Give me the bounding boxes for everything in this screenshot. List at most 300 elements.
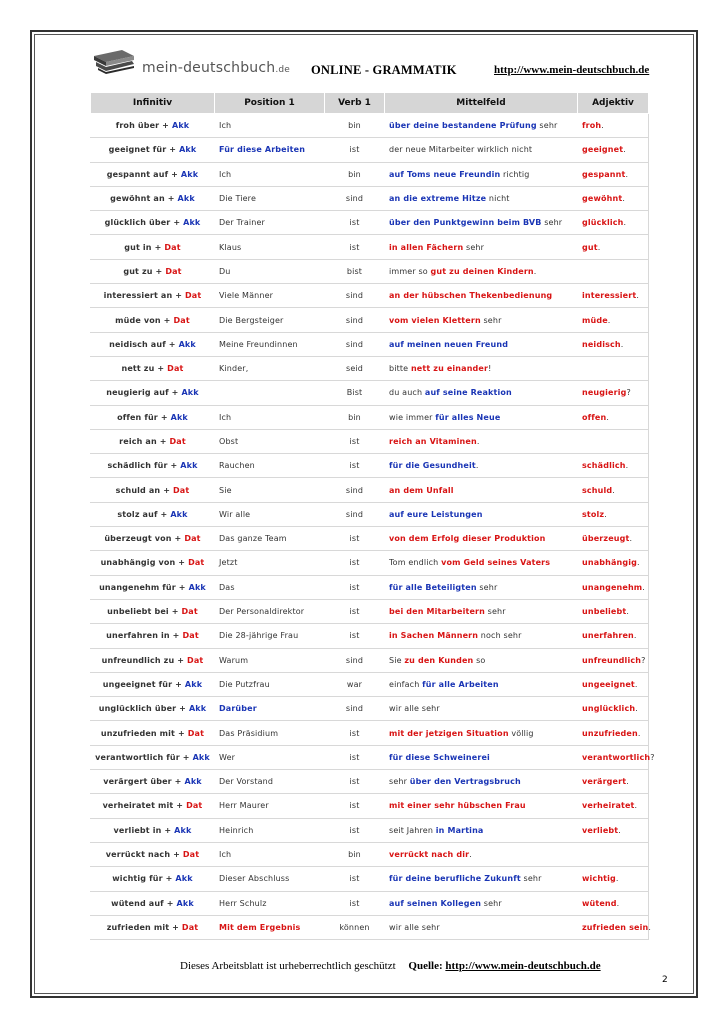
text-segment: .: [636, 291, 640, 301]
text-segment: sehr: [536, 121, 558, 131]
text-segment: Das: [219, 582, 235, 592]
position-1-cell: [215, 211, 325, 235]
text-segment: unbeliebt bei +: [107, 607, 182, 617]
text-segment: immer so: [389, 266, 431, 276]
table-row: [91, 356, 649, 380]
infinitiv-cell: [91, 138, 215, 162]
book-stack-icon: [92, 48, 136, 74]
mittelfeld-cell: [385, 575, 578, 599]
mittelfeld-cell: [385, 672, 578, 696]
adjektiv-cell: [578, 284, 649, 308]
verb-1-cell: sind: [325, 332, 385, 356]
mittelfeld-cell: [385, 186, 578, 210]
infinitiv-cell: [91, 502, 215, 526]
text-segment: Ich: [219, 412, 232, 422]
text-segment: Akk: [175, 874, 193, 884]
position-1-cell: [215, 842, 325, 866]
text-segment: du auch: [389, 388, 425, 398]
text-segment: Herr Maurer: [219, 801, 269, 811]
text-segment: Der Personaldirektor: [219, 607, 305, 617]
text-segment: Dat: [165, 266, 182, 276]
text-segment: müde: [582, 315, 608, 325]
mittelfeld-cell: [385, 429, 578, 453]
text-segment: .: [629, 534, 633, 544]
adjektiv-cell: [578, 114, 649, 138]
text-segment: verliebt: [582, 825, 619, 835]
mittelfeld-cell: [385, 770, 578, 794]
verb-1-cell: sind: [325, 648, 385, 672]
verb-1-cell: ist: [325, 211, 385, 235]
text-segment: unangenehm: [582, 582, 643, 592]
text-segment: so: [473, 655, 486, 665]
table-row: [91, 138, 649, 162]
text-segment: gewöhnt: [582, 194, 623, 204]
infinitiv-cell: [91, 308, 215, 332]
text-segment: wichtig: [582, 874, 616, 884]
text-segment: verliebt in +: [113, 825, 175, 835]
text-segment: neidisch: [582, 339, 621, 349]
text-segment: Für diese Arbeiten: [219, 145, 306, 155]
text-segment: .: [601, 121, 604, 131]
adjektiv-cell: [578, 842, 649, 866]
text-segment: Die Putzfrau: [219, 679, 270, 689]
page-number: 2: [662, 975, 668, 985]
adjektiv-cell: [578, 867, 649, 891]
text-segment: reich an +: [119, 437, 170, 446]
text-segment: sehr: [476, 582, 498, 592]
text-segment: nett zu einander: [410, 364, 489, 374]
position-1-cell: [215, 672, 325, 696]
text-segment: Akk: [178, 339, 196, 349]
table-row: [91, 259, 649, 283]
position-1-cell: [215, 818, 325, 842]
text-segment: verrückt nach +: [105, 850, 183, 860]
verb-1-cell: bin: [325, 405, 385, 429]
table-row: [91, 648, 649, 672]
position-1-cell: [215, 867, 325, 891]
mittelfeld-cell: [385, 405, 578, 429]
text-segment: schädlich: [582, 461, 626, 471]
position-1-cell: [215, 915, 325, 939]
text-segment: der neue Mitarbeiter wirklich nicht: [389, 145, 533, 155]
text-segment: sehr: [541, 218, 563, 228]
text-segment: geeignet: [582, 145, 624, 155]
text-segment: auf seine Reaktion: [424, 388, 512, 398]
mittelfeld-cell: [385, 162, 578, 186]
grammar-table: [90, 92, 655, 940]
text-segment: .: [604, 509, 607, 519]
text-segment: geeignet für +: [108, 145, 180, 155]
text-segment: Die Tiere: [219, 194, 257, 204]
verb-1-cell: ist: [325, 624, 385, 648]
footer-source: Quelle: http://www.mein-deutschbuch.de: [408, 960, 601, 972]
text-segment: über den Vertragsbruch: [409, 777, 521, 787]
adjektiv-cell: [578, 259, 649, 283]
adjektiv-cell: [578, 527, 649, 551]
text-segment: Darüber: [219, 704, 257, 714]
text-segment: an die extreme Hitze: [389, 194, 487, 204]
infinitiv-cell: [91, 672, 215, 696]
table-row: [91, 162, 649, 186]
verb-1-cell: ist: [325, 575, 385, 599]
text-segment: vom vielen Klettern: [389, 315, 481, 325]
table-row: [91, 818, 649, 842]
text-segment: Dat: [187, 728, 205, 738]
text-segment: Dat: [182, 631, 199, 641]
text-segment: .: [634, 679, 638, 689]
text-segment: .: [642, 582, 645, 592]
text-segment: verheiratet: [582, 801, 635, 811]
text-segment: gespannt auf +: [106, 169, 181, 179]
table-row: [91, 672, 649, 696]
text-segment: Dat: [184, 534, 201, 544]
text-segment: sehr: [484, 607, 506, 617]
verb-1-cell: Bist: [325, 381, 385, 405]
text-segment: völlig: [508, 728, 534, 738]
text-segment: bei den Mitarbeitern: [389, 607, 485, 617]
text-segment: glücklich über +: [104, 218, 184, 228]
position-1-cell: [215, 551, 325, 575]
text-segment: Mit dem Ergebnis: [219, 922, 301, 932]
mittelfeld-cell: [385, 599, 578, 623]
adjektiv-cell: [578, 672, 649, 696]
text-segment: für alle Beteiligten: [389, 582, 477, 592]
position-1-cell: [215, 527, 325, 551]
table-row: [91, 235, 649, 259]
text-segment: Ich: [219, 850, 232, 860]
footer-source-link[interactable]: http://www.mein-deutschbuch.de: [445, 960, 601, 972]
column-header-position-1: Position 1: [215, 93, 325, 114]
infinitiv-cell: [91, 405, 215, 429]
text-segment: Dat: [186, 801, 203, 811]
table-row: [91, 502, 649, 526]
text-segment: unabhängig: [582, 558, 637, 568]
text-segment: Sie: [389, 655, 405, 665]
text-segment: verantwortlich: [582, 752, 651, 762]
mittelfeld-cell: [385, 356, 578, 380]
verb-1-cell: ist: [325, 745, 385, 769]
verb-1-cell: bist: [325, 259, 385, 283]
text-segment: gut zu deinen Kindern: [430, 266, 534, 276]
position-1-cell: [215, 794, 325, 818]
table-row: [91, 599, 649, 623]
infinitiv-cell: [91, 259, 215, 283]
column-header-infinitiv: Infinitiv: [91, 93, 215, 114]
text-segment: in Sachen Männern: [389, 631, 479, 641]
text-segment: Meine Freundinnen: [219, 339, 298, 349]
position-1-cell: [215, 138, 325, 162]
table-row: [91, 842, 649, 866]
table-row: [91, 308, 649, 332]
infinitiv-cell: [91, 697, 215, 721]
text-segment: überzeugt von +: [104, 534, 185, 544]
text-segment: Dat: [181, 922, 199, 932]
table-row: [91, 575, 649, 599]
text-segment: Ich: [219, 169, 232, 179]
text-segment: .: [607, 315, 611, 325]
text-segment: verrückt nach dir: [389, 850, 470, 860]
text-segment: Tom endlich: [389, 558, 442, 568]
verb-1-cell: ist: [325, 599, 385, 623]
text-segment: Klaus: [219, 242, 242, 252]
verb-1-cell: sind: [325, 478, 385, 502]
verb-1-cell: sind: [325, 697, 385, 721]
text-segment: einfach: [389, 679, 423, 689]
text-segment: .: [637, 558, 640, 568]
text-segment: Ich: [219, 121, 232, 131]
verb-1-cell: bin: [325, 842, 385, 866]
text-segment: Wer: [219, 752, 236, 762]
mittelfeld-cell: [385, 818, 578, 842]
position-1-cell: [215, 332, 325, 356]
text-segment: .: [626, 777, 629, 787]
text-segment: Dieser Abschluss: [219, 874, 290, 884]
text-segment: bitte: [389, 364, 411, 374]
text-segment: unfreundlich: [582, 655, 642, 665]
adjektiv-cell: [578, 211, 649, 235]
infinitiv-cell: [91, 186, 215, 210]
text-segment: unerfahren: [582, 631, 634, 641]
infinitiv-cell: [91, 842, 215, 866]
table-row: [91, 284, 649, 308]
text-segment: für deine berufliche Zukunft: [389, 874, 521, 884]
header-url-link[interactable]: http://www.mein-deutschbuch.de: [494, 64, 650, 76]
text-segment: .: [623, 145, 626, 155]
text-segment: vom Geld seines Vaters: [441, 558, 551, 568]
text-segment: wir alle sehr: [389, 704, 440, 714]
infinitiv-cell: [91, 211, 215, 235]
column-header-verb-1: Verb 1: [325, 93, 385, 114]
infinitiv-cell: [91, 162, 215, 186]
text-segment: unfreundlich zu +: [101, 655, 188, 665]
infinitiv-cell: [91, 624, 215, 648]
text-segment: ?: [650, 752, 655, 762]
infinitiv-cell: [91, 478, 215, 502]
text-segment: reich an Vitaminen: [389, 437, 477, 446]
text-segment: Akk: [180, 169, 199, 179]
text-segment: Dat: [182, 850, 200, 860]
verb-1-cell: bin: [325, 114, 385, 138]
position-1-cell: [215, 454, 325, 478]
text-segment: von dem Erfolg dieser Produktion: [389, 534, 546, 544]
text-segment: .: [626, 607, 630, 617]
verb-1-cell: ist: [325, 454, 385, 478]
table-row: [91, 551, 649, 575]
position-1-cell: [215, 259, 325, 283]
text-segment: verheiratet mit +: [102, 801, 187, 811]
position-1-cell: [215, 356, 325, 380]
text-segment: Akk: [170, 412, 188, 422]
text-segment: .: [623, 218, 627, 228]
column-header-mittelfeld: Mittelfeld: [385, 93, 578, 114]
mittelfeld-cell: [385, 697, 578, 721]
table-row: [91, 867, 649, 891]
text-segment: müde von +: [115, 315, 174, 325]
text-segment: unzufrieden: [582, 728, 638, 738]
table-row: [91, 794, 649, 818]
text-segment: offen: [582, 412, 607, 422]
text-segment: Wir alle: [219, 509, 251, 519]
verb-1-cell: sind: [325, 284, 385, 308]
text-segment: Dat: [187, 655, 204, 665]
mittelfeld-cell: [385, 915, 578, 939]
mittelfeld-cell: [385, 527, 578, 551]
infinitiv-cell: [91, 599, 215, 623]
text-segment: unzufrieden mit +: [100, 728, 188, 738]
text-segment: Akk: [170, 509, 188, 519]
text-segment: .: [615, 874, 619, 884]
text-segment: neugierig auf +: [106, 388, 182, 398]
text-segment: .: [633, 631, 637, 641]
text-segment: Akk: [184, 679, 203, 689]
text-segment: sehr: [520, 874, 542, 884]
verb-1-cell: war: [325, 672, 385, 696]
adjektiv-cell: [578, 818, 649, 842]
verb-1-cell: ist: [325, 770, 385, 794]
adjektiv-cell: [578, 721, 649, 745]
position-1-cell: [215, 745, 325, 769]
text-segment: unglücklich über +: [98, 704, 189, 714]
table-row: [91, 770, 649, 794]
text-segment: zu den Kunden: [404, 655, 474, 665]
text-segment: interessiert an +: [103, 291, 186, 301]
mittelfeld-cell: [385, 138, 578, 162]
text-segment: .: [618, 825, 621, 835]
adjektiv-cell: [578, 381, 649, 405]
infinitiv-cell: [91, 770, 215, 794]
text-segment: .: [476, 437, 480, 446]
text-segment: über den Punktgewinn beim BVB: [389, 218, 542, 228]
text-segment: .: [634, 801, 638, 811]
verb-1-cell: sind: [325, 308, 385, 332]
copyright-notice: Dieses Arbeitsblatt ist urheberrechtlich geschützt: [180, 960, 396, 972]
adjektiv-cell: [578, 308, 649, 332]
table-row: [91, 697, 649, 721]
infinitiv-cell: [91, 891, 215, 915]
verb-1-cell: ist: [325, 867, 385, 891]
text-segment: richtig: [500, 169, 530, 179]
text-segment: .: [620, 339, 624, 349]
mittelfeld-cell: [385, 211, 578, 235]
mittelfeld-cell: [385, 745, 578, 769]
mittelfeld-cell: [385, 721, 578, 745]
position-1-cell: [215, 599, 325, 623]
adjektiv-cell: [578, 745, 655, 769]
adjektiv-cell: [578, 138, 649, 162]
text-segment: Dat: [169, 437, 186, 446]
infinitiv-cell: [91, 818, 215, 842]
text-segment: für diese Schweinerei: [389, 752, 490, 762]
text-segment: .: [637, 728, 641, 738]
infinitiv-cell: [91, 332, 215, 356]
text-segment: für alle Arbeiten: [422, 679, 499, 689]
footer: [180, 960, 601, 972]
verb-1-cell: ist: [325, 527, 385, 551]
verb-1-cell: ist: [325, 138, 385, 162]
text-segment: gewöhnt an +: [110, 194, 178, 204]
text-segment: ?: [641, 655, 646, 665]
position-1-cell: [215, 114, 325, 138]
text-segment: schuld an +: [115, 485, 173, 495]
text-segment: Dat: [164, 242, 181, 252]
text-segment: Sie: [219, 485, 232, 495]
table-header-row: [91, 93, 649, 114]
text-segment: .: [616, 898, 620, 908]
adjektiv-cell: [578, 770, 649, 794]
text-segment: Akk: [188, 704, 207, 714]
text-segment: sehr: [480, 315, 502, 325]
position-1-cell: [215, 891, 325, 915]
mittelfeld-cell: [385, 502, 578, 526]
text-segment: froh über +: [115, 121, 172, 131]
text-segment: noch sehr: [478, 631, 522, 641]
adjektiv-cell: [578, 454, 649, 478]
text-segment: über deine bestandene Prüfung: [389, 121, 537, 131]
position-1-cell: [215, 721, 325, 745]
verb-1-cell: ist: [325, 551, 385, 575]
adjektiv-cell: [578, 162, 649, 186]
adjektiv-cell: [578, 624, 649, 648]
text-segment: verärgert über +: [103, 777, 185, 787]
mittelfeld-cell: [385, 867, 578, 891]
text-segment: sehr: [481, 898, 502, 908]
table-row: [91, 211, 649, 235]
mittelfeld-cell: [385, 624, 578, 648]
adjektiv-cell: [578, 648, 649, 672]
text-segment: .: [625, 169, 629, 179]
position-1-cell: [215, 502, 325, 526]
verb-1-cell: sind: [325, 186, 385, 210]
table-row: [91, 624, 649, 648]
verb-1-cell: ist: [325, 818, 385, 842]
text-segment: unabhängig von +: [100, 558, 189, 568]
adjektiv-cell: [578, 332, 649, 356]
verb-1-cell: ist: [325, 429, 385, 453]
text-segment: froh: [582, 121, 602, 131]
mittelfeld-cell: [385, 478, 578, 502]
position-1-cell: [215, 624, 325, 648]
text-segment: offen für +: [117, 412, 171, 422]
text-segment: verantwortlich für +: [95, 752, 193, 762]
text-segment: glücklich: [582, 218, 624, 228]
infinitiv-cell: [91, 867, 215, 891]
text-segment: .: [597, 242, 601, 252]
mittelfeld-cell: [385, 842, 578, 866]
mittelfeld-cell: [385, 454, 578, 478]
text-segment: neugierig: [582, 388, 627, 398]
text-segment: für die Gesundheit: [389, 461, 476, 471]
text-segment: wir alle sehr: [389, 922, 440, 932]
text-segment: Dat: [167, 364, 184, 374]
text-segment: Dat: [181, 607, 198, 617]
position-1-cell: [215, 235, 325, 259]
text-segment: schuld: [582, 485, 613, 495]
text-segment: mit einer sehr hübschen Frau: [389, 801, 526, 811]
infinitiv-cell: [91, 575, 215, 599]
text-segment: stolz: [582, 509, 605, 519]
text-segment: Der Vorstand: [219, 777, 274, 787]
text-segment: in Martina: [435, 825, 484, 835]
infinitiv-cell: [91, 284, 215, 308]
table-row: [91, 186, 649, 210]
infinitiv-cell: [91, 527, 215, 551]
table-row: [91, 745, 649, 769]
mittelfeld-cell: [385, 114, 578, 138]
table-row: [91, 332, 649, 356]
text-segment: zufrieden sein: [582, 922, 649, 932]
text-segment: auf Toms neue Freundin: [389, 169, 501, 179]
text-segment: unerfahren in +: [106, 631, 183, 641]
